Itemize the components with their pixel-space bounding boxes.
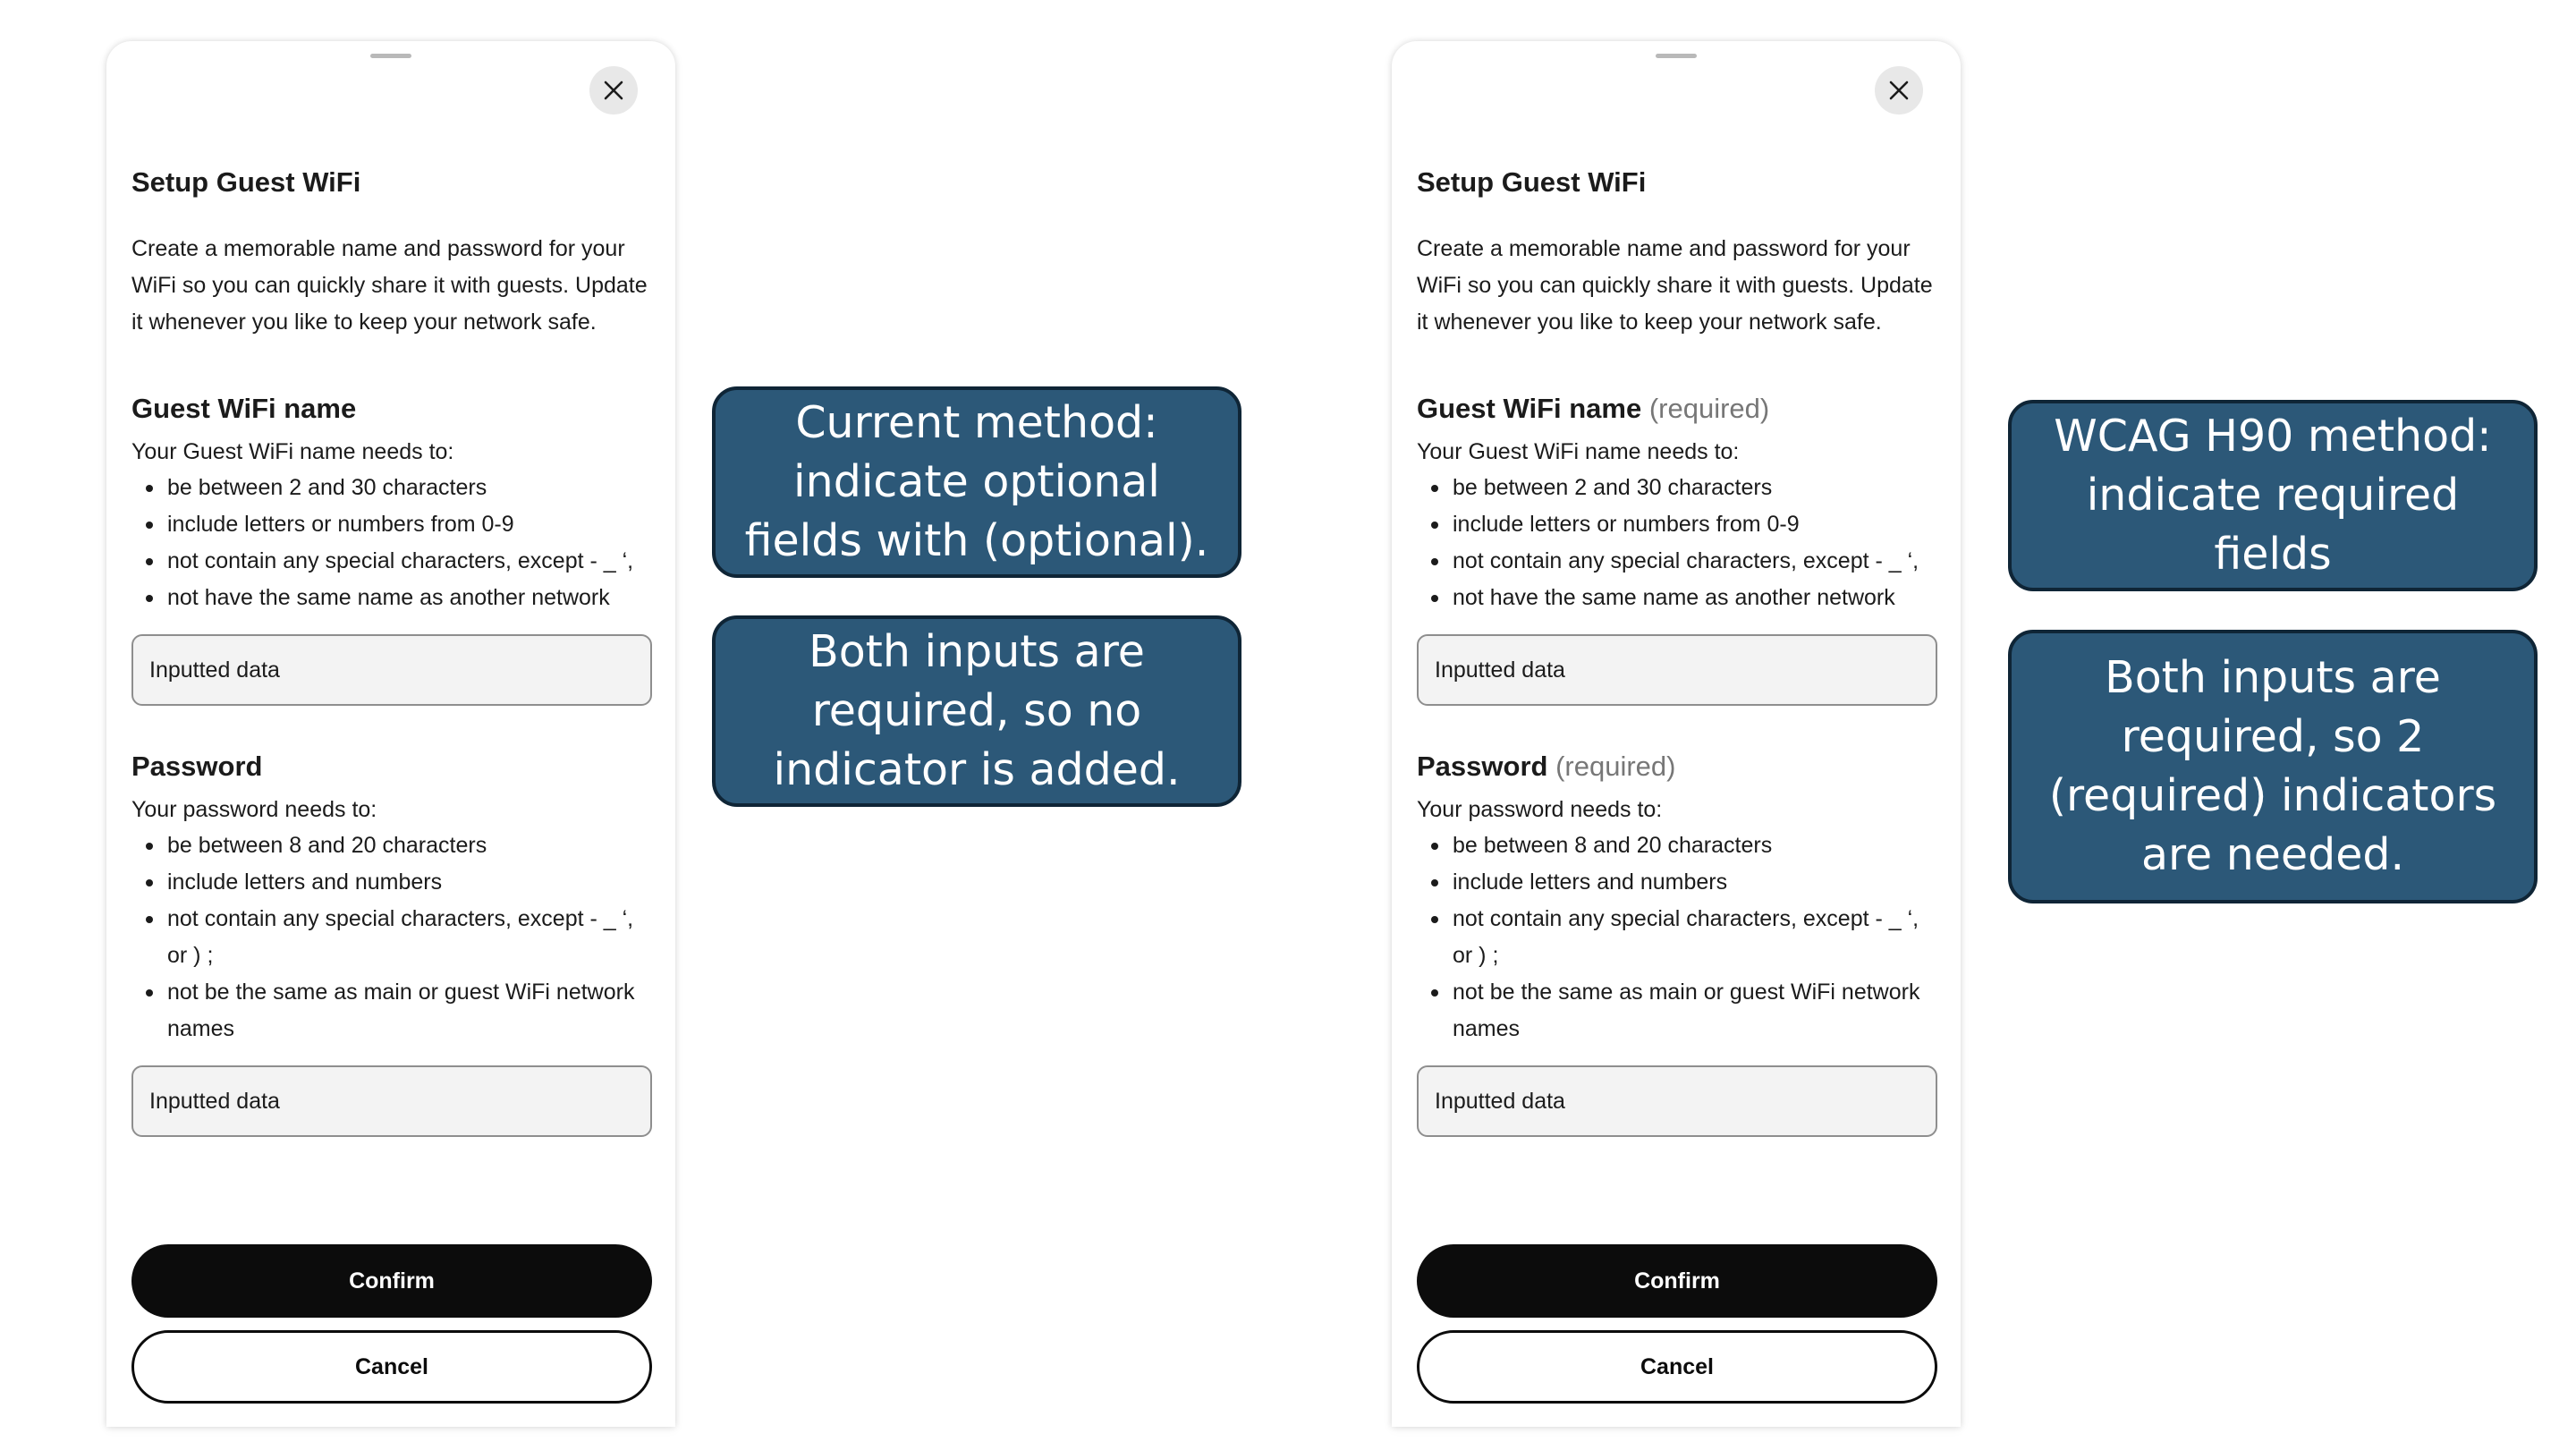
callout-wcag-note (2008, 630, 2538, 903)
name-rules-list (1417, 470, 1937, 616)
field-label-text: Password (1417, 751, 1548, 782)
name-requirements-intro: Your Guest WiFi name needs to: (1417, 439, 1740, 464)
password-requirements-intro: Your password needs to: (1417, 797, 1663, 822)
name-rules-list (131, 470, 652, 616)
input-value: Inputted data (1435, 1088, 1565, 1114)
input-value: Inputted data (1435, 657, 1565, 683)
bottom-sheet-wcag (1392, 41, 1961, 1427)
list-item: be between 8 and 20 characters (131, 827, 652, 864)
guest-wifi-name-label (1417, 389, 1937, 428)
field-label-text: Guest WiFi name (1417, 393, 1642, 424)
list-item: not have the same name as another network (131, 580, 652, 616)
password-rules-list (1417, 827, 1937, 1048)
list-item: be between 8 and 20 characters (1417, 827, 1937, 864)
list-item: be between 2 and 30 characters (1417, 470, 1937, 506)
sheet-intro: Create a memorable name and password for your WiFi so you can quickly share it with guests. Update it whenever you like to keep your network safe. (1417, 236, 1933, 335)
list-item: be between 2 and 30 characters (131, 470, 652, 506)
input-value: Inputted data (149, 1088, 280, 1114)
password-input[interactable] (1417, 1065, 1937, 1137)
list-item: include letters or numbers from 0-9 (131, 506, 652, 543)
required-indicator: (required) (1648, 393, 1770, 424)
close-button[interactable] (589, 66, 638, 115)
sheet-title: Setup Guest WiFi (131, 166, 361, 198)
password-requirements-intro: Your password needs to: (131, 797, 377, 822)
guest-wifi-name-input[interactable] (131, 634, 652, 706)
callout-current-method (712, 386, 1241, 578)
close-button[interactable] (1875, 66, 1923, 115)
list-item: not be the same as main or guest WiFi network names (131, 974, 652, 1048)
password-rules-list (131, 827, 652, 1048)
list-item: not contain any special characters, except - _ ‘, (1417, 543, 1937, 580)
callout-text: Both inputs are required, so no indicator is added. (773, 626, 1181, 795)
field-label-text: Password (131, 751, 263, 782)
list-item: not contain any special characters, except - _ ‘, (131, 543, 652, 580)
list-item: include letters and numbers (1417, 864, 1937, 901)
password-input[interactable] (131, 1065, 652, 1137)
cancel-button[interactable]: Cancel (1417, 1330, 1937, 1404)
required-indicator: (required) (1555, 751, 1676, 782)
sheet-intro: Create a memorable name and password for your WiFi so you can quickly share it with guests. Update it whenever you like to keep your network safe. (131, 236, 648, 335)
name-requirements-intro: Your Guest WiFi name needs to: (131, 439, 454, 464)
guest-wifi-name-input[interactable] (1417, 634, 1937, 706)
callout-text: Current method: indicate optional fields with (optional). (744, 397, 1209, 566)
confirm-button[interactable]: Confirm (131, 1244, 652, 1318)
callout-wcag-method (2008, 400, 2538, 591)
field-label-text: Guest WiFi name (131, 393, 357, 424)
callout-text: Both inputs are required, so 2 (required) indicators are needed. (2048, 652, 2497, 880)
close-icon (1889, 81, 1909, 100)
close-icon (604, 81, 623, 100)
password-label (1417, 747, 1937, 786)
bottom-sheet-current (106, 41, 675, 1427)
confirm-button[interactable]: Confirm (1417, 1244, 1937, 1318)
callout-text: WCAG H90 method: indicate required fields (2054, 411, 2492, 580)
drag-handle[interactable] (1656, 54, 1697, 58)
drag-handle[interactable] (370, 54, 411, 58)
password-label (131, 747, 652, 786)
list-item: not contain any special characters, except - _ ‘, or ) ; (1417, 901, 1937, 974)
callout-current-note (712, 615, 1241, 807)
guest-wifi-name-label (131, 389, 652, 428)
input-value: Inputted data (149, 657, 280, 683)
list-item: not contain any special characters, except - _ ‘, or ) ; (131, 901, 652, 974)
list-item: include letters and numbers (131, 864, 652, 901)
sheet-title: Setup Guest WiFi (1417, 166, 1647, 198)
list-item: not be the same as main or guest WiFi network names (1417, 974, 1937, 1048)
cancel-button[interactable]: Cancel (131, 1330, 652, 1404)
list-item: not have the same name as another network (1417, 580, 1937, 616)
list-item: include letters or numbers from 0-9 (1417, 506, 1937, 543)
